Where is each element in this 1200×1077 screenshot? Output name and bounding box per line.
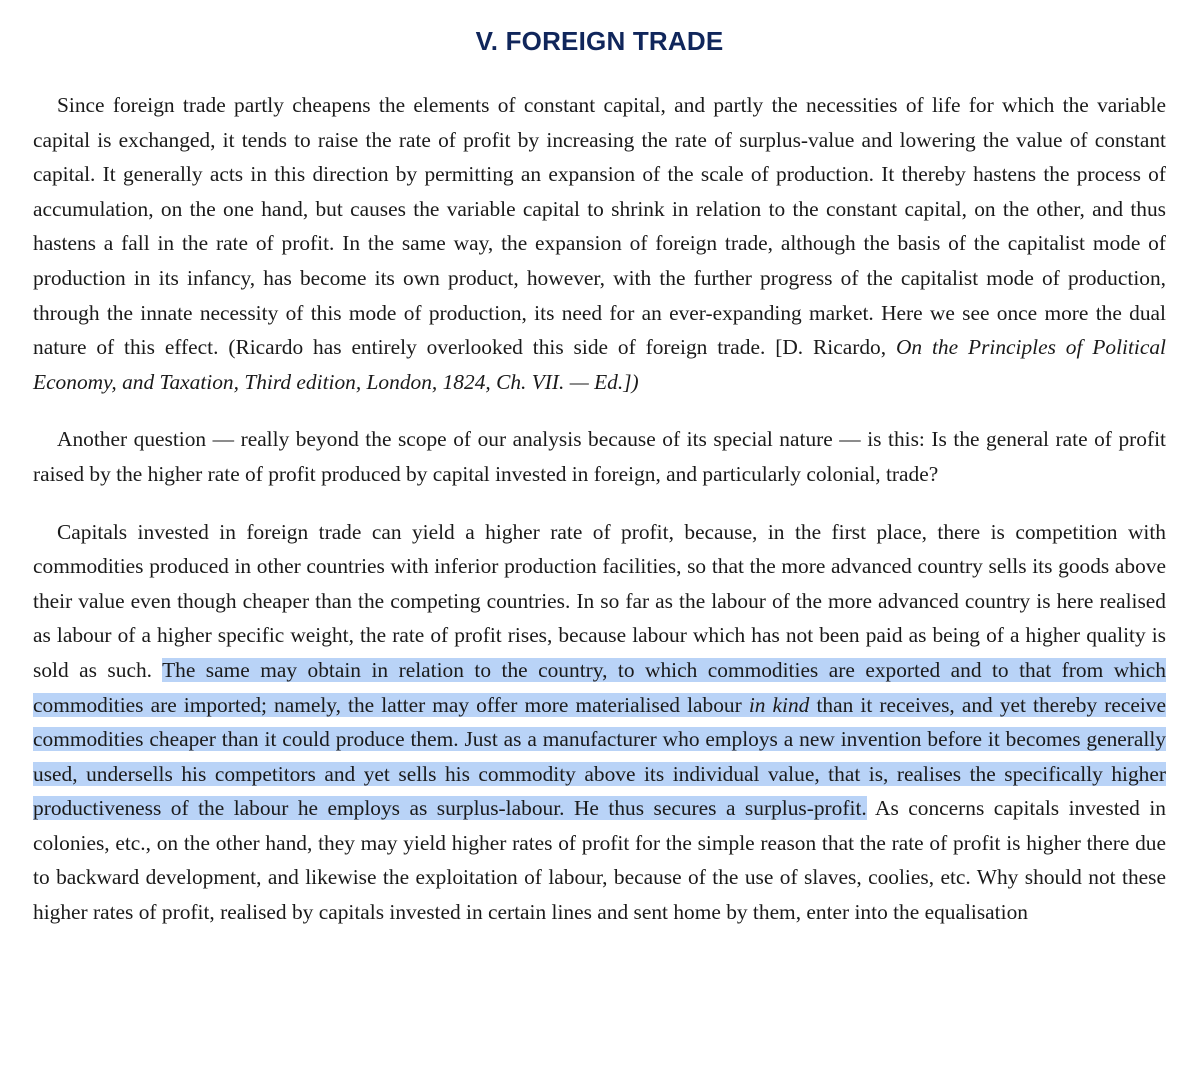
selected-text: than it receives, and yet thereby receive commodities cheaper than it could produce them. Just as a manufacturer who employs a new invention before it becomes generally used, undersells his competitors and yet sells his commodity above its individual value, that is, realises the specifically higher productiveness of the labour he employs as surplus-labour. He thus secures a surplus-profit.	[33, 692, 1166, 821]
paragraph-text: As concerns capitals invested in colonies, etc., on the other hand, they may yield higher rates of profit for the simple reason that the rate of profit is higher there due to backward development, and likewise the exploitation of labour, because of the use of slaves, coolies, etc. Why should not these higher rates of profit, realised by capitals invested in certain lines and sent home by them, enter into the equalisation	[33, 796, 1166, 925]
paragraph-text: Since foreign trade partly cheapens the elements of constant capital, and partly the necessities of life for which the variable capital is exchanged, it tends to raise the rate of profit by increasing the rate of surplus-value and lowering the value of constant capital. It generally acts in this direction by permitting an expansion of the scale of production. It thereby hastens the process of accumulation, on the one hand, but causes the variable capital to shrink in relation to the constant capital, on the other, and thus hastens a fall in the rate of profit. In the same way, the expansion of foreign trade, although the basis of the capitalist mode of production in its infancy, has become its own product, however, with the further progress of the capitalist mode of production, through the innate necessity of this mode of production, its need for an ever-expanding market. Here we see once more the dual nature of this effect. (Ricardo has entirely overlooked this side of foreign trade. [D. Ricardo,	[33, 93, 1166, 360]
paragraph-text: Capitals invested in foreign trade can yield a higher rate of profit, because, in the first place, there is competition with commodities produced in other countries with inferior production facilities, so that the more advanced country sells its goods above their value even though cheaper than the competing countries. In so far as the labour of the more advanced country is here realised as labour of a higher specific weight, the rate of profit rises, because labour which has not been paid as being of a higher quality is sold as such.	[33, 519, 1166, 682]
selected-text: The same may obtain in relation to the country, to which commodities are exported and to that from which commodities are imported; namely, the latter may offer more materialised labour	[33, 657, 1166, 717]
paragraph-foreign-trade-effects	[33, 88, 1166, 399]
selected-text-emphasis: in kind	[748, 692, 810, 717]
paragraph-question: Another question — really beyond the scope of our analysis because of its special nature — is this: Is the general rate of profit raised by the higher rate of profit produced by capital invested in foreign, and particularly colonial, trade?	[33, 427, 1166, 486]
paragraph-higher-profit	[33, 515, 1166, 930]
citation-text: On the Principles of Political Economy, and Taxation, Third edition, London, 1824, Ch. VII. — Ed.])	[33, 335, 1166, 394]
document-page	[33, 0, 1166, 930]
section-title: V. FOREIGN TRADE	[475, 26, 724, 56]
